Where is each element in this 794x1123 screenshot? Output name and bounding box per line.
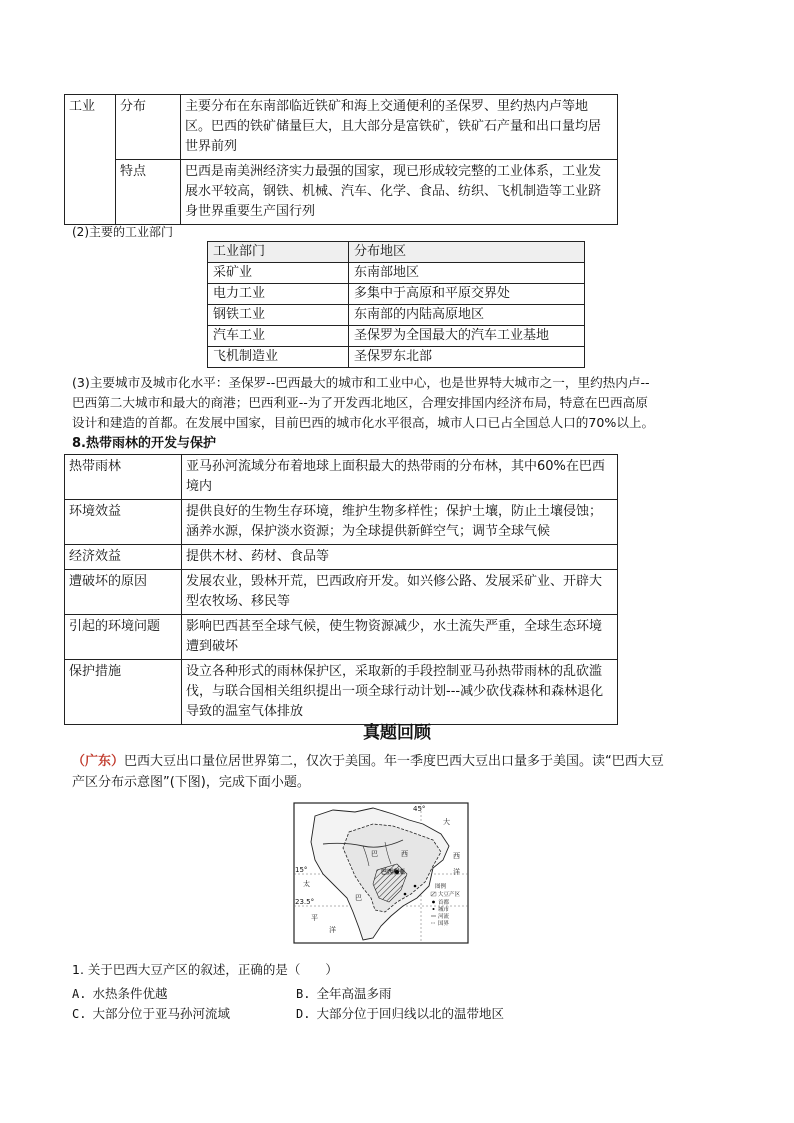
option-key: B.: [296, 987, 311, 1001]
intro-text: 巴西大豆出口量位居世界第二，仅次于美国。年一季度巴西大豆出口量多于美国。读“巴西大豆: [124, 754, 664, 769]
question-intro-line-2: 产区分布示意图”(下图)，完成下面小题。: [72, 775, 310, 790]
option-key: C.: [72, 1007, 87, 1021]
map-label: 大: [443, 818, 450, 826]
region-tag: （广东）: [72, 754, 125, 769]
region-cell: 东南部的内陆高原地区: [349, 305, 585, 326]
header-cell: 分布地区: [349, 242, 585, 263]
dept-cell: 电力工业: [208, 284, 349, 305]
table-row: [208, 305, 585, 326]
map-label: 45°: [413, 805, 426, 813]
table-row: [65, 660, 618, 725]
table-row: [65, 95, 618, 160]
row-text: 提供良好的生物生存环境，维护生物多样性；保护土壤，防止土壤侵蚀；涵养水源，保护淡水资源；为全球提供新鲜空气；调节全球气候: [182, 500, 618, 545]
row-label: 经济效益: [65, 545, 182, 570]
section3-line: 巴西第二大城市和最大的商港；巴西利亚--为了开发西北地区，合理安排国内经济布局，特意在巴西高原: [72, 395, 648, 410]
map-label: 西: [453, 852, 460, 860]
row-label: 特点: [116, 160, 181, 225]
option-d[interactable]: [296, 1004, 504, 1022]
row-label: 引起的环境问题: [65, 615, 182, 660]
row-label: 遭破坏的原因: [65, 570, 182, 615]
region-cell: 圣保罗为全国最大的汽车工业基地: [349, 326, 585, 347]
table-row: [65, 545, 618, 570]
option-c[interactable]: [72, 1004, 230, 1022]
map-label: 巴西利亚: [381, 869, 406, 876]
industry-head-cell: 工业: [65, 95, 116, 225]
row-text: 发展农业，毁林开荒，巴西政府开发。如兴修公路、发展采矿业、开辟大型农牧场、移民等: [182, 570, 618, 615]
table-row: [208, 347, 585, 368]
legend-item: 大豆产区: [438, 892, 461, 898]
table-row: [208, 284, 585, 305]
header-cell: 工业部门: [208, 242, 349, 263]
row-label: 保护措施: [65, 660, 182, 725]
dept-cell: 飞机制造业: [208, 347, 349, 368]
table-row: [65, 500, 618, 545]
row-text: 设立各种形式的雨林保护区，采取新的手段控制亚马孙热带雨林的乱砍滥伐，与联合国相关组织提出一项全球行动计划---减少砍伐森林和森林退化导致的温室气体排放: [182, 660, 618, 725]
review-title: 真题回顾: [363, 723, 431, 743]
map-label: 太: [303, 880, 310, 888]
row-text: 巴西是南美洲经济实力最强的国家，现已形成较完整的工业体系，工业发展水平较高，钢铁、机械、汽车、化学、食品、纺织、飞机制造等工业跻身世界重要生产国行列: [181, 160, 618, 225]
legend-item: 国界: [438, 921, 450, 927]
map-label: 洋: [329, 926, 336, 934]
map-label: 巴: [371, 850, 378, 858]
legend-item: 城市: [438, 907, 450, 913]
table-row: [208, 263, 585, 284]
table-row: [65, 615, 618, 660]
table-row: [208, 326, 585, 347]
brazil-soybean-map: [293, 802, 469, 944]
row-label: 热带雨林: [65, 455, 182, 500]
legend-item: 河流: [438, 914, 450, 920]
legend-item: 首都: [438, 900, 450, 906]
map-label: 平: [311, 914, 318, 922]
section3-line: (3)主要城市及城市化水平：圣保罗--巴西最大的城市和工业中心，也是世界特大城市之一，里约热内卢--: [72, 375, 650, 390]
rainforest-table: [64, 454, 618, 725]
table-row: [65, 570, 618, 615]
map-label: 巴: [355, 894, 362, 902]
option-b[interactable]: [296, 984, 391, 1002]
row-text: 亚马孙河流域分布着地球上面积最大的热带雨的分布林，其中60%在巴西境内: [182, 455, 618, 500]
region-cell: 东南部地区: [349, 263, 585, 284]
section8-title: 8.热带雨林的开发与保护: [72, 436, 216, 451]
map-label: 23.5°: [295, 898, 315, 906]
option-a[interactable]: [72, 984, 167, 1002]
option-text: 大部分位于回归线以北的温带地区: [316, 1006, 504, 1021]
industry-table: [64, 94, 618, 225]
option-key: D.: [296, 1007, 311, 1021]
dept-cell: 钢铁工业: [208, 305, 349, 326]
question-stem: 1. 关于巴西大豆产区的叙述，正确的是（ ）: [72, 962, 338, 977]
legend-title: 图例: [435, 884, 447, 890]
dept-cell: 采矿业: [208, 263, 349, 284]
table-row: [65, 455, 618, 500]
region-cell: 圣保罗东北部: [349, 347, 585, 368]
section2-title: (2)主要的工业部门: [72, 225, 173, 239]
row-label: 分布: [116, 95, 181, 160]
table-header-row: [208, 242, 585, 263]
row-label: 环境效益: [65, 500, 182, 545]
option-key: A.: [72, 987, 87, 1001]
map-label: 洋: [453, 868, 460, 876]
map-label: 西: [401, 850, 408, 858]
table-row: [65, 160, 618, 225]
department-table: [207, 241, 585, 368]
region-cell: 多集中于高原和平原交界处: [349, 284, 585, 305]
question-intro-line: [72, 752, 664, 772]
map-label: 15°: [295, 866, 308, 874]
row-text: 影响巴西甚至全球气候，使生物资源减少，水土流失严重，全球生态环境遭到破坏: [182, 615, 618, 660]
option-text: 水热条件优越: [92, 986, 168, 1001]
section3-line: 设计和建造的首都。在发展中国家，目前巴西的城市化水平很高，城市人口已占全国总人口的70%以上。: [72, 415, 655, 430]
option-text: 全年高温多雨: [316, 986, 392, 1001]
row-text: 主要分布在东南部临近铁矿和海上交通便利的圣保罗、里约热内卢等地区。巴西的铁矿储量巨大，且大部分是富铁矿，铁矿石产量和出口量均居世界前列: [181, 95, 618, 160]
row-text: 提供木材、药材、食品等: [182, 545, 618, 570]
option-text: 大部分位于亚马孙河流域: [92, 1006, 230, 1021]
dept-cell: 汽车工业: [208, 326, 349, 347]
